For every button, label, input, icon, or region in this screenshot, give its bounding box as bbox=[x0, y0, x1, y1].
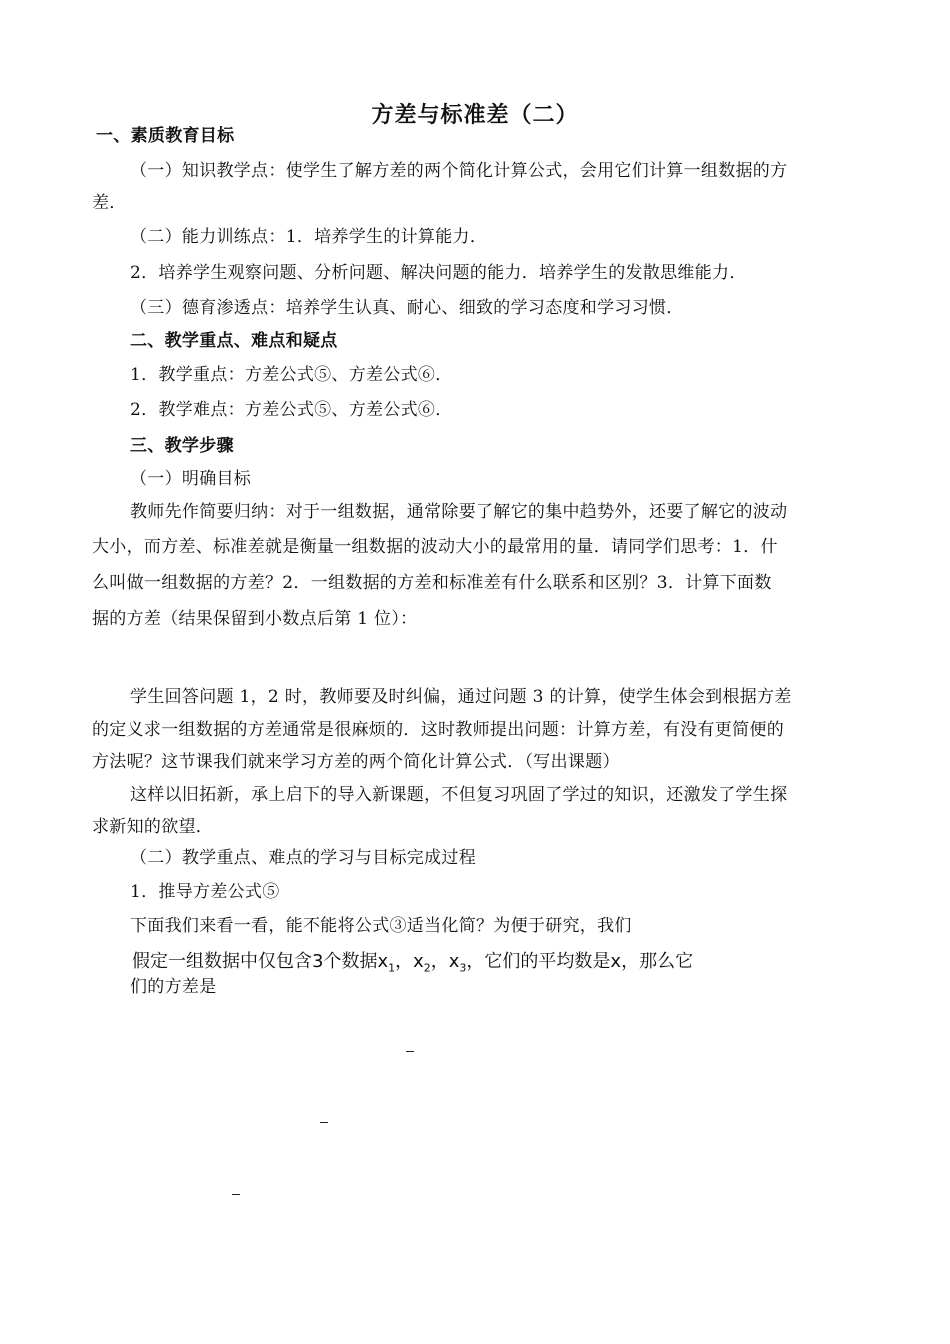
subscript: 2 bbox=[423, 961, 431, 975]
mean-bar-mark bbox=[406, 1051, 414, 1052]
paragraph-line: （二）能力训练点：1．培养学生的计算能力． bbox=[130, 227, 488, 247]
mean-bar-mark bbox=[320, 1122, 328, 1123]
data-numbers bbox=[348, 654, 505, 673]
paragraph-line: 1．教学重点：方差公式⑤、方差公式⑥． bbox=[130, 365, 453, 385]
variable-x1: x bbox=[377, 951, 389, 972]
formula-text: 假定一组数据中仅包含3个数据 bbox=[132, 951, 378, 972]
paragraph-line: （一）明确目标 bbox=[130, 469, 252, 489]
paragraph-line: 的定义求一组数据的方差通常是很麻烦的．这时教师提出问题：计算方差，有没有更简便的 bbox=[92, 720, 784, 740]
separator: ， bbox=[430, 951, 449, 972]
paragraph-line: 大小，而方差、标准差就是衡量一组数据的波动大小的最常用的量．请同学们思考：1．什 bbox=[92, 537, 778, 557]
paragraph-line: 下面我们来看一看，能不能将公式③适当化简？为便于研究，我们 bbox=[130, 916, 632, 936]
paragraph-line: 方法呢？这节课我们就来学习方差的两个简化计算公式．（写出课题） bbox=[92, 752, 620, 772]
paragraph-line: 2．教学难点：方差公式⑤、方差公式⑥． bbox=[130, 400, 453, 420]
separator: ， bbox=[395, 951, 414, 972]
paragraph-line: 学生回答问题 1，2 时，教师要及时纠偏，通过问题 3 的计算，使学生体会到根据方差 bbox=[130, 687, 792, 707]
paragraph-line: （一）知识教学点：使学生了解方差的两个简化计算公式，会用它们计算一组数据的方 bbox=[130, 161, 788, 181]
formula-text: ，它们的平均数是x，那么它 bbox=[466, 951, 694, 972]
paragraph-line: 2．培养学生观察问题、分析问题、解决问题的能力．培养学生的发散思维能力． bbox=[130, 263, 747, 283]
mean-bar-mark bbox=[232, 1194, 240, 1195]
subscript: 1 bbox=[388, 961, 396, 975]
variable-x2: x bbox=[413, 951, 424, 972]
paragraph-line: 么叫做一组数据的方差？2．一组数据的方差和标准差有什么联系和区别？3．计算下面数 bbox=[92, 573, 772, 593]
section-heading-2: 二、教学重点、难点和疑点 bbox=[130, 331, 338, 351]
paragraph-line: 求新知的欲望． bbox=[92, 817, 214, 837]
paragraph-line: 据的方差（结果保留到小数点后第 1 位）： bbox=[92, 609, 418, 629]
document-title: 方差与标准差（二） bbox=[371, 102, 579, 128]
paragraph-line: 这样以旧拓新，承上启下的导入新课题，不但复习巩固了学过的知识，还激发了学生探 bbox=[130, 785, 788, 805]
paragraph-line: 差． bbox=[92, 193, 127, 213]
paragraph-line: 1．推导方差公式⑤ bbox=[130, 882, 280, 902]
subscript: 3 bbox=[459, 961, 467, 975]
variable-x3: x bbox=[448, 951, 460, 972]
paragraph-line: 们的方差是 bbox=[130, 977, 217, 997]
paragraph-line: 教师先作简要归纳：对于一组数据，通常除要了解它的集中趋势外，还要了解它的波动 bbox=[130, 502, 788, 522]
paragraph-line: （二）教学重点、难点的学习与目标完成过程 bbox=[130, 848, 476, 868]
paragraph-line: （三）德育渗透点：培养学生认真、耐心、细致的学习态度和学习习惯． bbox=[130, 298, 684, 318]
section-heading-1: 一、素质教育目标 bbox=[96, 126, 235, 146]
section-heading-3: 三、教学步骤 bbox=[130, 436, 234, 456]
